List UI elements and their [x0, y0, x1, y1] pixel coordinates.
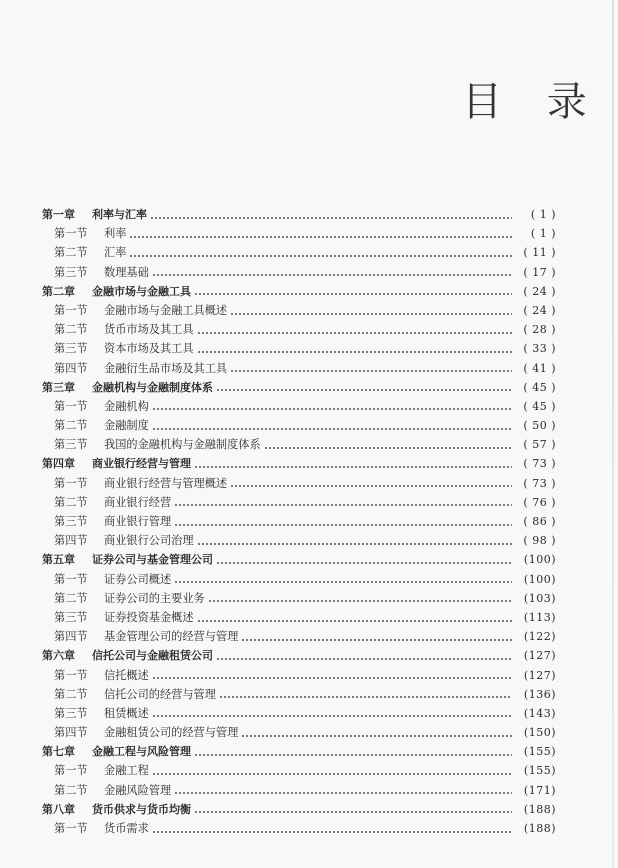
dot-leader	[216, 389, 512, 391]
toc-section[interactable]	[42, 243, 556, 262]
toc-page-number: ( 28 )	[523, 323, 556, 337]
toc-page-number: (155)	[523, 764, 556, 778]
toc-title: 利率与汇率	[92, 208, 147, 221]
dot-leader	[174, 524, 512, 526]
toc-label: 第三节	[54, 438, 88, 452]
toc-label: 第一节	[54, 572, 88, 586]
toc-chapter[interactable]	[42, 378, 556, 397]
toc-page-number: (150)	[523, 726, 556, 740]
toc-page-number: (143)	[523, 706, 556, 720]
toc-title: 汇率	[104, 246, 127, 260]
toc-page-number: ( 45 )	[523, 380, 556, 394]
toc-page-number: (103)	[523, 591, 556, 605]
toc-page-number: ( 98 )	[523, 534, 556, 548]
toc-section[interactable]	[42, 570, 556, 589]
toc-label: 第一节	[54, 822, 88, 835]
toc-chapter[interactable]	[42, 646, 556, 665]
toc-label: 第六章	[42, 649, 75, 663]
dot-leader	[174, 504, 512, 506]
toc-section[interactable]	[42, 359, 556, 378]
toc-label: 第二节	[54, 323, 88, 337]
toc-label: 第二节	[54, 495, 88, 509]
dot-leader	[219, 696, 512, 698]
toc-label: 第一节	[54, 303, 88, 317]
toc-label: 第二节	[54, 591, 88, 605]
toc-title: 金融机构与金融制度体系	[92, 380, 213, 394]
toc-title: 商业银行经营	[104, 495, 172, 509]
toc-title: 租赁概述	[104, 706, 149, 720]
toc-section[interactable]	[42, 666, 556, 685]
toc-title: 证券投资基金概述	[104, 610, 194, 624]
toc-label: 第三节	[54, 265, 88, 279]
toc-page-number: (155)	[523, 745, 556, 759]
toc-page-number: (171)	[523, 783, 556, 797]
toc-page-number: (113)	[523, 610, 556, 624]
toc-chapter[interactable]	[42, 550, 556, 569]
dot-leader	[216, 658, 512, 660]
toc-chapter[interactable]	[42, 454, 556, 473]
toc-section[interactable]	[42, 416, 556, 435]
toc-section[interactable]	[42, 224, 556, 243]
page-edge	[612, 0, 614, 868]
toc-label: 第四节	[54, 361, 88, 375]
toc-title: 金融工程与风险管理	[92, 745, 191, 759]
toc-title: 金融市场与金融工具	[92, 284, 191, 298]
dot-leader	[152, 428, 512, 430]
toc-page-number: (136)	[523, 687, 556, 701]
toc-label: 第二节	[54, 687, 88, 701]
toc-label: 第四节	[54, 630, 88, 644]
toc-label: 第四节	[54, 534, 88, 548]
toc-section[interactable]	[42, 761, 556, 780]
dot-leader	[152, 715, 512, 717]
toc-label: 第二节	[54, 246, 88, 260]
toc-section[interactable]	[42, 531, 556, 550]
toc-title: 金融机构	[104, 399, 149, 413]
toc-page-number: (100)	[523, 572, 556, 586]
toc-title: 信托公司与金融租赁公司	[92, 649, 213, 663]
toc-title: 金融租赁公司的经营与管理	[104, 726, 239, 740]
toc-title: 信托公司的经营与管理	[104, 687, 216, 701]
toc-label: 第一节	[54, 668, 88, 682]
toc-title: 我国的金融机构与金融制度体系	[104, 438, 261, 452]
toc-title: 数理基础	[104, 265, 149, 279]
toc-label: 第八章	[42, 802, 75, 816]
toc-page-number: ( 1 )	[530, 208, 556, 221]
dot-leader	[216, 562, 512, 564]
toc-page-number: ( 76 )	[523, 495, 556, 509]
toc-section[interactable]	[42, 627, 556, 646]
toc-section[interactable]	[42, 263, 556, 282]
toc-label: 第一章	[42, 208, 75, 221]
toc-section[interactable]	[42, 608, 556, 627]
toc-title: 金融风险管理	[104, 783, 172, 797]
toc-section[interactable]	[42, 320, 556, 339]
toc-label: 第四章	[42, 457, 75, 471]
dot-leader	[230, 370, 512, 372]
toc-title: 金融制度	[104, 419, 149, 433]
toc-title: 商业银行管理	[104, 515, 172, 528]
dot-leader	[129, 255, 512, 257]
toc-section[interactable]	[42, 685, 556, 704]
toc-section[interactable]	[42, 397, 556, 416]
toc-title: 证券公司概述	[104, 572, 172, 586]
toc-chapter[interactable]	[42, 205, 556, 224]
toc-page-number: (100)	[523, 553, 556, 567]
toc-section[interactable]	[42, 474, 556, 493]
page-title: 目 录	[462, 79, 603, 125]
toc-section[interactable]	[42, 512, 556, 531]
dot-leader	[194, 754, 512, 756]
toc-section[interactable]	[42, 819, 556, 838]
table-of-contents	[42, 205, 556, 838]
toc-chapter[interactable]	[42, 800, 556, 819]
toc-title: 信托概述	[104, 668, 149, 682]
toc-label: 第一节	[54, 476, 88, 490]
toc-section[interactable]	[42, 339, 556, 358]
toc-title: 商业银行公司治理	[104, 534, 194, 548]
toc-label: 第三节	[54, 610, 88, 624]
dot-leader	[230, 485, 512, 487]
toc-page-number: ( 17 )	[523, 265, 556, 279]
dot-leader	[241, 735, 512, 737]
toc-page-number: (127)	[523, 649, 556, 663]
toc-label: 第二章	[42, 284, 75, 298]
toc-label: 第三节	[54, 515, 88, 528]
toc-label: 第一节	[54, 399, 88, 413]
dot-leader	[129, 236, 512, 238]
toc-chapter[interactable]	[42, 742, 556, 761]
toc-label: 第二节	[54, 783, 88, 797]
dot-leader	[194, 293, 512, 295]
dot-leader	[194, 811, 512, 813]
toc-label: 第二节	[54, 419, 88, 433]
toc-page-number: ( 24 )	[523, 284, 556, 298]
toc-label: 第四节	[54, 726, 88, 740]
toc-page-number: ( 1 )	[530, 227, 556, 241]
dot-leader	[152, 831, 512, 833]
toc-title: 资本市场及其工具	[104, 342, 194, 356]
toc-section[interactable]	[42, 723, 556, 742]
toc-section[interactable]	[42, 435, 556, 454]
toc-page-number: ( 73 )	[523, 457, 556, 471]
toc-title: 基金管理公司的经营与管理	[104, 630, 239, 644]
dot-leader	[174, 792, 512, 794]
toc-page-number: (127)	[523, 668, 556, 682]
toc-page-number: ( 50 )	[523, 419, 556, 433]
toc-label: 第三节	[54, 342, 88, 356]
toc-title: 商业银行经营与管理概述	[104, 476, 228, 490]
toc-page-number: (188)	[523, 802, 556, 816]
toc-page-number: ( 45 )	[523, 399, 556, 413]
dot-leader	[174, 581, 512, 583]
toc-section[interactable]	[42, 301, 556, 320]
toc-page-number: (188)	[523, 822, 556, 835]
dot-leader	[152, 677, 512, 679]
toc-label: 第一节	[54, 227, 88, 241]
dot-leader	[197, 332, 512, 334]
toc-title: 货币供求与货币均衡	[92, 802, 191, 816]
dot-leader	[150, 217, 512, 219]
toc-chapter[interactable]	[42, 282, 556, 301]
dot-leader	[194, 466, 512, 468]
toc-section[interactable]	[42, 493, 556, 512]
toc-title: 货币市场及其工具	[104, 323, 194, 337]
toc-page-number: ( 33 )	[523, 342, 556, 356]
toc-title: 商业银行经营与管理	[92, 457, 191, 471]
toc-section[interactable]	[42, 589, 556, 608]
dot-leader	[197, 543, 512, 545]
toc-page-number: ( 73 )	[523, 476, 556, 490]
dot-leader	[152, 773, 512, 775]
toc-page-number: ( 41 )	[523, 361, 556, 375]
toc-label: 第五章	[42, 553, 75, 567]
toc-page-number: ( 86 )	[523, 515, 556, 528]
toc-label: 第一节	[54, 764, 88, 778]
dot-leader	[152, 408, 512, 410]
toc-page-number: ( 24 )	[523, 303, 556, 317]
toc-page-number: ( 57 )	[523, 438, 556, 452]
toc-label: 第三章	[42, 380, 75, 394]
dot-leader	[241, 639, 512, 641]
dot-leader	[197, 620, 512, 622]
dot-leader	[230, 313, 512, 315]
toc-title: 证券公司的主要业务	[104, 591, 205, 605]
toc-title: 金融市场与金融工具概述	[104, 303, 228, 317]
toc-page-number: ( 11 )	[523, 246, 556, 260]
toc-title: 金融衍生品市场及其工具	[104, 361, 228, 375]
dot-leader	[208, 600, 512, 602]
toc-title: 金融工程	[104, 764, 149, 778]
toc-section[interactable]	[42, 704, 556, 723]
toc-title: 利率	[104, 227, 127, 241]
toc-title: 证券公司与基金管理公司	[92, 553, 213, 567]
toc-title: 货币需求	[104, 822, 149, 835]
dot-leader	[264, 447, 512, 449]
toc-section[interactable]	[42, 781, 556, 800]
dot-leader	[152, 274, 512, 276]
toc-label: 第三节	[54, 706, 88, 720]
dot-leader	[197, 351, 512, 353]
toc-page-number: (122)	[523, 630, 556, 644]
toc-label: 第七章	[42, 745, 75, 759]
